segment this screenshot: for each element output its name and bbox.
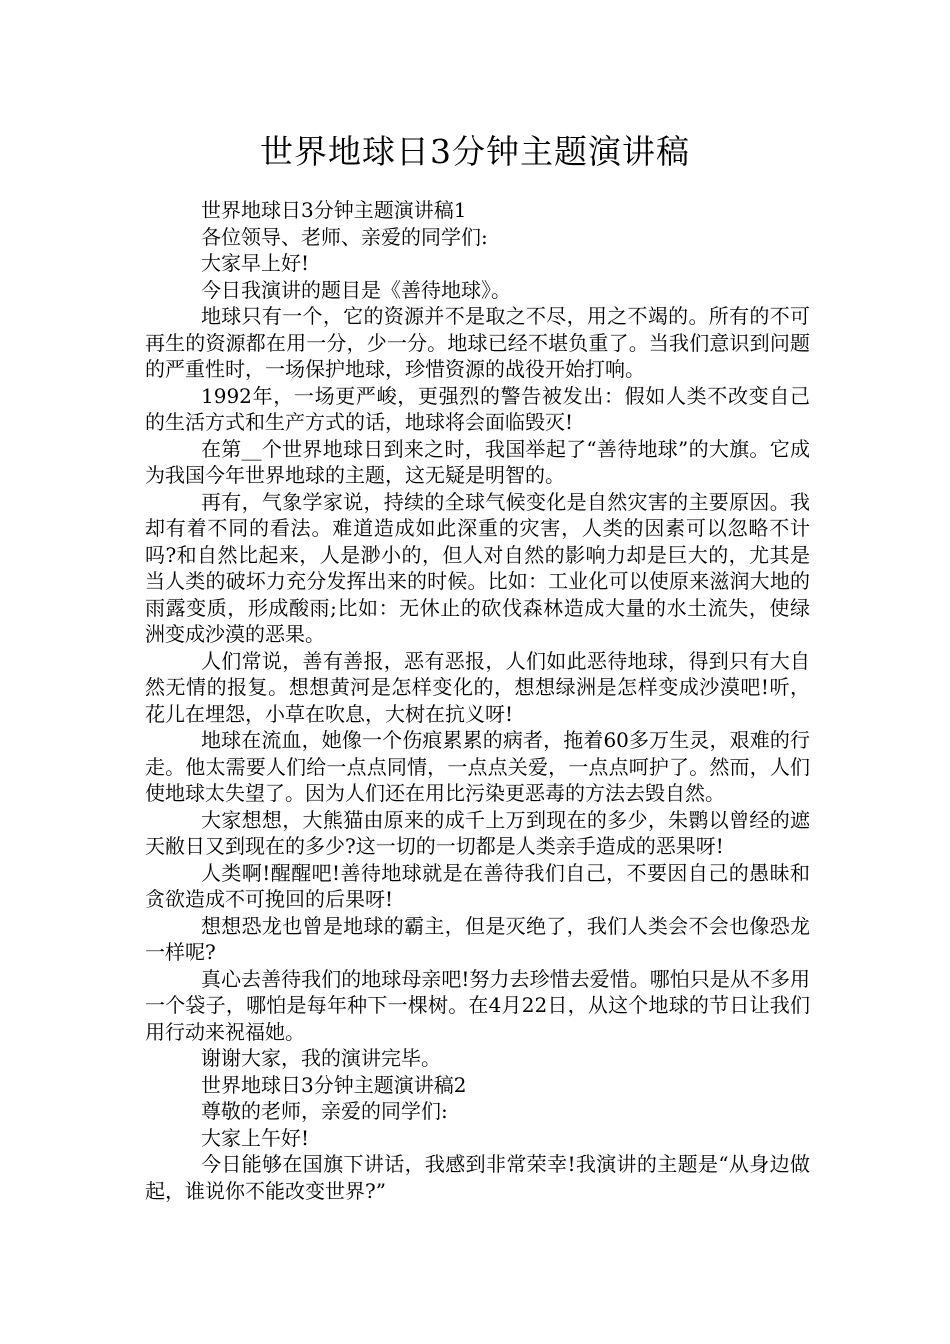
paragraph: 在第__个世界地球日到来之时，我国举起了“善待地球”的大旗。它成为我国今年世界地球的主题，这无疑是明智的。 (145, 436, 810, 487)
paragraph: 今日我演讲的题目是《善待地球》。 (201, 277, 511, 302)
document-title: 世界地球日3分钟主题演讲稿 (260, 132, 690, 171)
paragraph: 真心去善待我们的地球母亲吧!努力去珍惜去爱惜。哪怕只是从不多用一个袋子，哪怕是每年种下一棵树。在4月22日，从这个地球的节日让我们用行动来祝福她。 (145, 966, 810, 1044)
paragraph: 地球只有一个，它的资源并不是取之不尽，用之不竭的。所有的不可再生的资源都在用一分，少一分。地球已经不堪负重了。当我们意识到问题的严重性时，一场保护地球，珍惜资源的战役开始打响。 (145, 304, 810, 381)
paragraph: 世界地球日3分钟主题演讲稿2 (201, 1072, 467, 1097)
paragraph: 人们常说，善有善报，恶有恶报，人们如此恶待地球，得到只有大自然无情的报复。想想黄河是怎样变化的，想想绿洲是怎样变成沙漠吧!听，花儿在埋怨，小草在吹息，大树在抗义呀! (145, 648, 810, 726)
paragraph: 大家上午好! (201, 1125, 310, 1150)
paragraph: 想想恐龙也曾是地球的霸主，但是灭绝了，我们人类会不会也像恐龙一样呢? (145, 913, 810, 964)
paragraph: 再有，气象学家说，持续的全球气候变化是自然灾害的主要原因。我却有着不同的看法。难道造成如此深重的灾害，人类的因素可以忽略不计吗?和自然比起来，人是渺小的，但人对自然的影响力却是巨大的，尤其是当人类的破坏力充分发挥出来的时候。比如：工业化可以使原来滋润大地的雨露变质，形成酸雨;比如：无休止的砍伐森林造成大量的水土流失，使绿洲变成沙漠的恶果。 (145, 489, 810, 646)
paragraph: 世界地球日3分钟主题演讲稿1 (201, 198, 467, 222)
paragraph: 大家早上好! (201, 251, 310, 275)
paragraph: 1992年，一场更严峻，更强烈的警告被发出：假如人类不改变自己的生活方式和生产方式的话，地球将会面临毁灭! (145, 383, 810, 434)
paragraph: 尊敬的老师，亲爱的同学们: (201, 1099, 448, 1123)
paragraph: 地球在流血，她像一个伤痕累累的病者，拖着60多万生灵，艰难的行走。他太需要人们给一点点同情，一点点关爱，一点点呵护了。然而，人们使地球太失望了。因为人们还在用比污染更恶毒的方法去毁自然。 (145, 728, 810, 805)
document-body (145, 197, 810, 1204)
paragraph: 大家想想，大熊猫由原来的成千上万到现在的多少，朱鹮以曾经的遮天敝日又到现在的多少?这一切的一切都是人类亲手造成的恶果呀! (145, 807, 810, 858)
paragraph: 各位领导、老师、亲爱的同学们: (201, 224, 488, 249)
paragraph: 今日能够在国旗下讲话，我感到非常荣幸!我演讲的主题是“从身边做起，谁说你不能改变世界?” (145, 1152, 810, 1203)
paragraph: 谢谢大家，我的演讲完毕。 (201, 1046, 441, 1070)
paragraph: 人类啊!醒醒吧!善待地球就是在善待我们自己，不要因自己的愚昧和贪欲造成不可挽回的后果呀! (145, 860, 810, 911)
